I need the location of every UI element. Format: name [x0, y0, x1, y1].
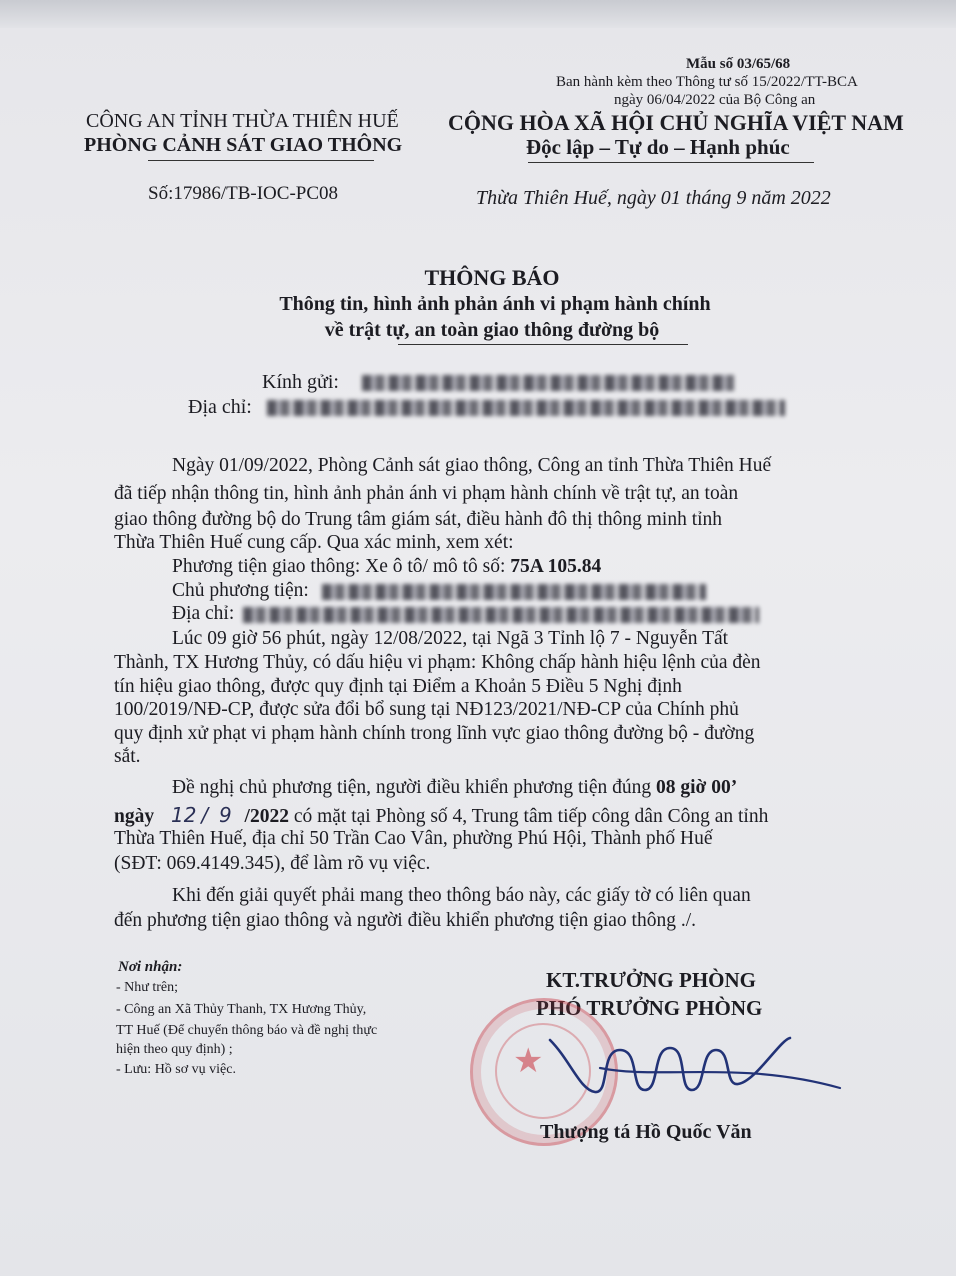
vehicle-plate: 75A 105.84	[510, 556, 602, 577]
redacted-addressee	[362, 375, 734, 391]
subtitle-underline	[398, 344, 688, 345]
form-number: Mẫu số 03/65/68	[686, 56, 791, 72]
handwritten-day: 12	[170, 803, 197, 827]
para3-line1	[172, 777, 737, 800]
para3-text-c: có mặt tại Phòng số 4, Trung tâm tiếp công dân Công an tỉnh	[288, 806, 769, 827]
para3-line4: (SĐT: 069.4149.345), để làm rõ vụ việc.	[114, 853, 431, 874]
issued-with-line1: Ban hành kèm theo Thông tư số 15/2022/TT-BCA	[556, 74, 858, 90]
handwritten-signature	[540, 1020, 850, 1110]
handwritten-slash: /	[201, 803, 209, 827]
para2-line3: tín hiệu giao thông, được quy định tại Điểm a Khoản 5 Điều 5 Nghị định	[114, 676, 682, 697]
para2-line1: Lúc 09 giờ 56 phút, ngày 12/08/2022, tại Ngã 3 Tỉnh lộ 7 - Nguyễn Tất	[172, 628, 729, 649]
date-label: ngày	[114, 806, 155, 827]
para2-line6: sắt.	[114, 746, 141, 767]
appointment-time: 08 giờ 00’	[656, 777, 738, 798]
country-motto: Độc lập – Tự do – Hạnh phúc	[526, 135, 790, 159]
redacted-address	[267, 400, 785, 416]
agency-underline	[148, 160, 374, 161]
addressee-label: Kính gửi:	[262, 371, 339, 393]
handwritten-month: 9	[218, 803, 232, 827]
redacted-owner-address	[243, 607, 759, 623]
addressee-row	[262, 371, 734, 394]
para3-text-a: Đề nghị chủ phương tiện, người điều khiển phương tiện đúng	[172, 777, 656, 798]
place-date: Thừa Thiên Huế, ngày 01 tháng 9 năm 2022	[476, 187, 831, 209]
appointment-year: /2022	[244, 806, 289, 827]
para2-line5: quy định xử phạt vi phạm hành chính trong lĩnh vực giao thông đường bộ - đường	[114, 723, 755, 744]
para1-line3: giao thông đường bộ do Trung tâm giám sát, điều hành đô thị thông minh tỉnh	[114, 509, 723, 530]
recipient-2-line1: - Công an Xã Thủy Thanh, TX Hương Thủy,	[116, 1002, 367, 1017]
para3-line2	[114, 804, 768, 829]
para4-line1: Khi đến giải quyết phải mang theo thông báo này, các giấy tờ có liên quan	[172, 885, 751, 906]
notice-subtitle-1: Thông tin, hình ảnh phản ánh vi phạm hành chính	[279, 293, 711, 315]
owner-address-row	[172, 603, 759, 626]
recipient-2-line2: TT Huế (Để chuyển thông báo và đề nghị thực	[116, 1023, 378, 1038]
vehicle-row	[172, 556, 601, 579]
agency-line2: PHÒNG CẢNH SÁT GIAO THÔNG	[84, 134, 403, 156]
agency-line1: CÔNG AN TỈNH THỪA THIÊN HUẾ	[86, 110, 399, 132]
recipient-1: - Như trên;	[116, 980, 179, 995]
recipients-heading: Nơi nhận:	[118, 959, 183, 975]
para4-line2: đến phương tiện giao thông và người điều khiển phương tiện giao thông ./.	[114, 910, 697, 931]
para2-line4: 100/2019/NĐ-CP, được sửa đổi bổ sung tại NĐ123/2021/NĐ-CP của Chính phủ	[114, 699, 739, 720]
owner-address-label: Địa chỉ:	[172, 603, 235, 624]
issued-with-line2: ngày 06/04/2022 của Bộ Công an	[614, 92, 816, 108]
signer-name: Thượng tá Hồ Quốc Văn	[540, 1121, 752, 1143]
para3-line3: Thừa Thiên Huế, địa chỉ 50 Trần Cao Vân, phường Phú Hội, Thành phố Huế	[114, 828, 713, 849]
recipient-3: - Lưu: Hồ sơ vụ việc.	[116, 1062, 236, 1077]
vehicle-label: Phương tiện giao thông: Xe ô tô/ mô tô số:	[172, 556, 511, 577]
notice-subtitle-2: về trật tự, an toàn giao thông đường bộ	[324, 319, 660, 341]
signature-title-1: KT.TRƯỞNG PHÒNG	[546, 968, 756, 992]
document-number: Số:17986/TB-IOC-PC08	[148, 183, 339, 204]
para1-line4: Thừa Thiên Huế cung cấp. Qua xác minh, xem xét:	[114, 532, 514, 553]
para1-line2: đã tiếp nhận thông tin, hình ảnh phản ánh vi phạm hành chính về trật tự, an toàn	[114, 483, 739, 504]
address-row	[188, 396, 785, 419]
stamp-star-icon: ★	[513, 1043, 544, 1080]
photo-background-edge	[0, 0, 956, 28]
recipient-2-line3: hiện theo quy định) ;	[116, 1042, 233, 1057]
redacted-owner	[322, 584, 706, 600]
owner-label: Chủ phương tiện:	[172, 580, 309, 601]
para1-line1: Ngày 01/09/2022, Phòng Cảnh sát giao thông, Công an tỉnh Thừa Thiên Huế	[172, 455, 772, 476]
address-label: Địa chỉ:	[188, 396, 252, 418]
notice-title: THÔNG BÁO	[424, 265, 560, 290]
signature-title-2: PHÓ TRƯỞNG PHÒNG	[536, 996, 763, 1020]
motto-underline	[528, 162, 814, 163]
country-name: CỘNG HÒA XÃ HỘI CHỦ NGHĨA VIỆT NAM	[448, 110, 904, 135]
owner-row	[172, 580, 706, 603]
para2-line2: Thành, TX Hương Thủy, có dấu hiệu vi phạm: Không chấp hành hiệu lệnh của đèn	[114, 652, 761, 673]
